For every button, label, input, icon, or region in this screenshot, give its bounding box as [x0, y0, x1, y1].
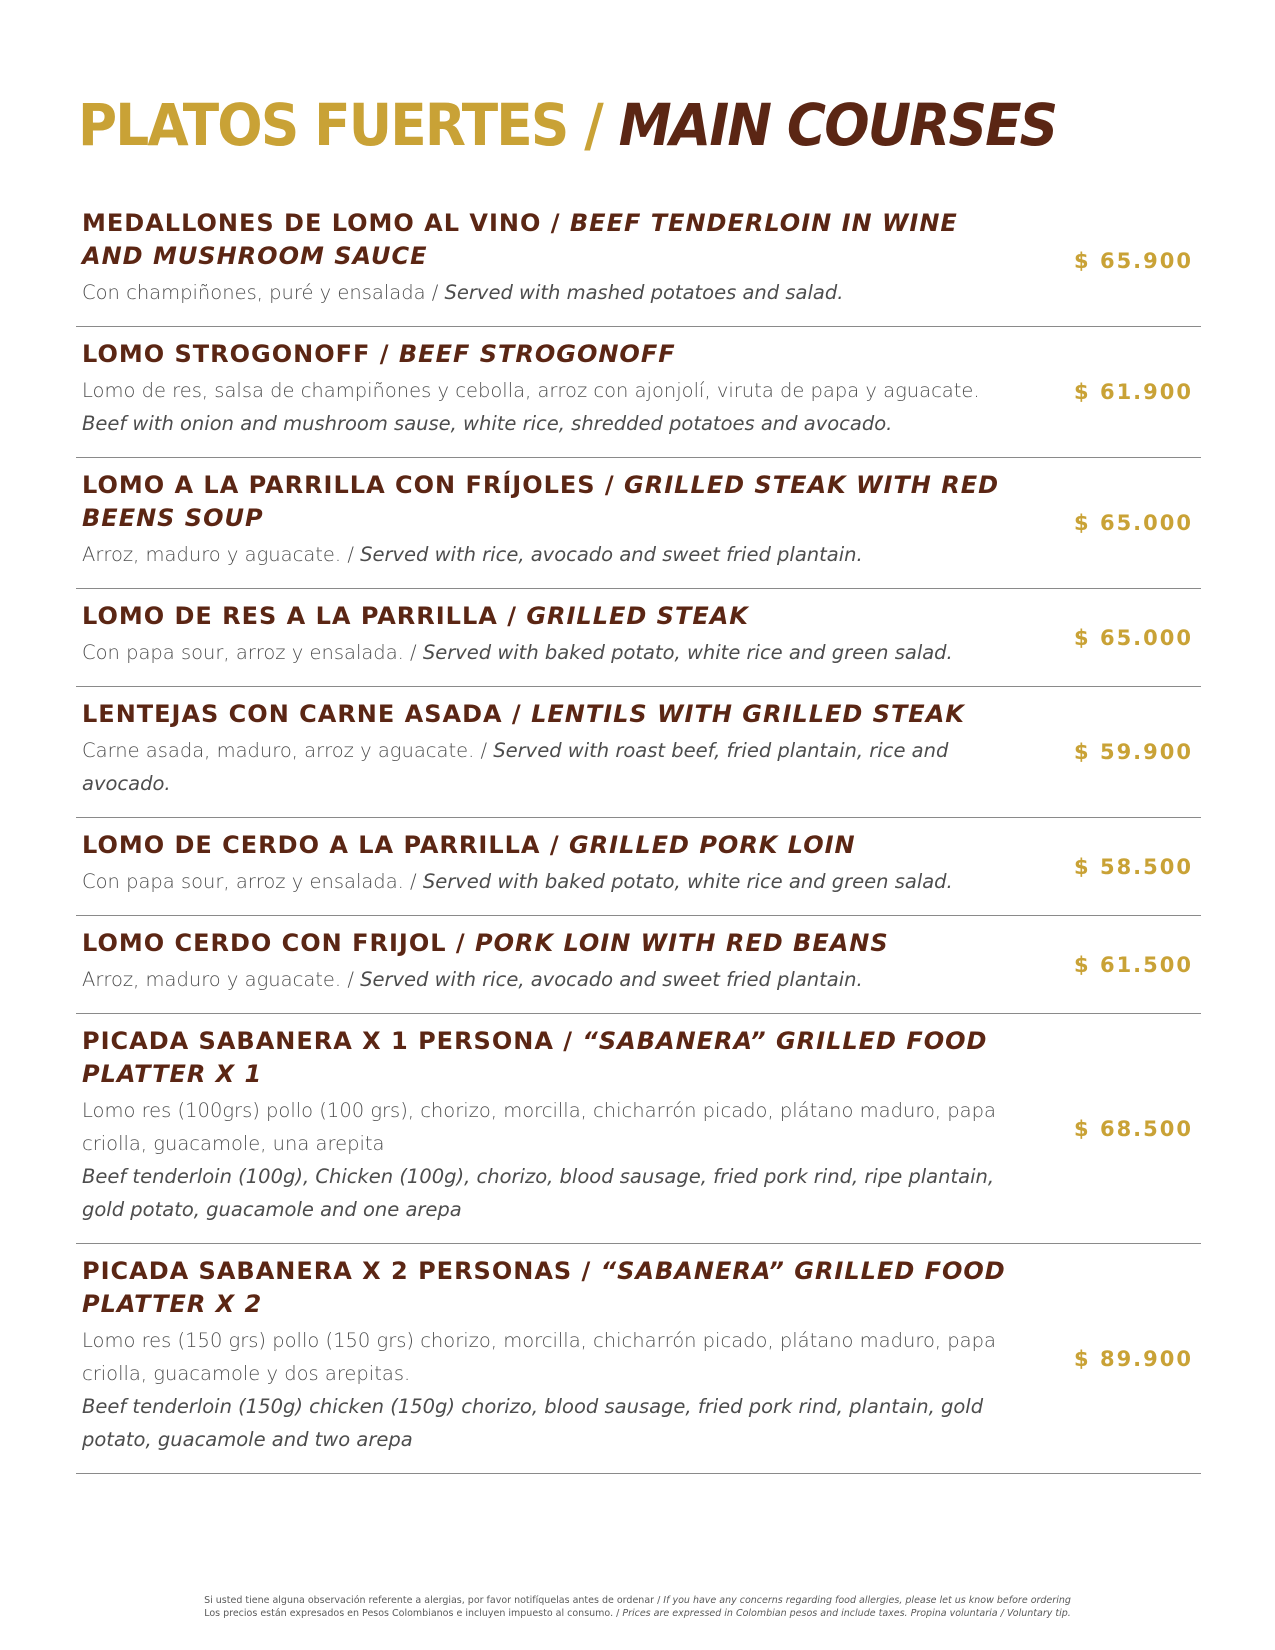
- item-price: $ 65.000: [1074, 625, 1193, 650]
- footer-allergy-note-spanish: Si usted tiene alguna observación referente a alergias, por favor notifíquelas antes de ordenar /: [204, 1595, 664, 1606]
- item-description-english: Served with baked potato, white rice and green salad.: [422, 641, 953, 664]
- item-description: [82, 276, 1011, 309]
- item-name-english: GRILLED STEAK: [526, 602, 749, 630]
- menu-item: [76, 1014, 1201, 1244]
- footer-allergy-note-english: If you have any concerns regarding food allergies, please let us know before ordering: [663, 1595, 1071, 1606]
- item-description-spanish: Arroz, maduro y aguacate. /: [82, 543, 361, 566]
- item-description-spanish: Con papa sour, arroz y ensalada. /: [82, 641, 423, 664]
- item-description-english: Served with rice, avocado and sweet fried plantain.: [360, 968, 863, 991]
- page-title: [78, 91, 1057, 159]
- menu-item: [76, 916, 1201, 1014]
- page-title-spanish: PLATOS FUERTES: [78, 91, 568, 159]
- item-description-spanish: Lomo de res, salsa de champiñones y cebolla, arroz con ajonjolí, viruta de papa y aguacate.: [82, 379, 980, 402]
- item-price: $ 65.900: [1074, 249, 1193, 273]
- page-title-separator: /: [567, 91, 619, 159]
- menu-item: [76, 1244, 1201, 1474]
- item-name-english: “SABANERA” GRILLED FOOD PLATTER X 2: [82, 1257, 1006, 1318]
- item-description-spanish: Con papa sour, arroz y ensalada. /: [82, 870, 423, 893]
- item-name-english: PORK LOIN WITH RED BEANS: [475, 929, 889, 957]
- menu-list: [76, 196, 1201, 1474]
- item-name-english: BEEF TENDERLOIN IN WINE AND MUSHROOM SAUCE: [82, 209, 958, 270]
- item-name-spanish: LOMO CERDO CON FRIJOL /: [82, 929, 476, 957]
- item-description-english: Beef with onion and mushroom sause, white rice, shredded potatoes and avocado.: [82, 412, 893, 435]
- item-description-english: Served with mashed potatoes and salad.: [444, 281, 844, 304]
- menu-item-title: [82, 469, 1011, 535]
- item-description-english: Served with rice, avocado and sweet fried plantain.: [360, 543, 863, 566]
- item-description: [82, 865, 1011, 898]
- menu-item: [76, 327, 1201, 458]
- item-name-english: BEEF STROGONOFF: [398, 340, 676, 368]
- item-price: $ 89.900: [1074, 1346, 1193, 1371]
- menu-item: [76, 458, 1201, 589]
- footer-allergy-note: [0, 1594, 1275, 1607]
- item-name-english: GRILLED STEAK WITH RED BEENS SOUP: [82, 471, 1000, 532]
- menu-item-title: [82, 338, 1011, 371]
- item-name-spanish: LOMO DE RES A LA PARRILLA /: [82, 602, 527, 630]
- item-price: $ 68.500: [1074, 1116, 1193, 1141]
- menu-item-title: [82, 927, 1011, 960]
- item-description: [82, 538, 1011, 571]
- item-description-english: Beef tenderloin (150g) chicken (150g) chorizo, blood sausage, fried pork rind, plantain, gold potato, guacamole and two arepa: [82, 1395, 984, 1451]
- item-name-english: GRILLED PORK LOIN: [568, 831, 856, 859]
- menu-item-title: [82, 1255, 1011, 1321]
- item-description-english: Served with roast beef, fried plantain, rice and avocado.: [82, 739, 949, 795]
- item-name-spanish: LOMO STROGONOFF /: [82, 340, 399, 368]
- footer-price-note: [0, 1607, 1275, 1620]
- menu-item-title: [82, 600, 1011, 633]
- footer-price-note-spanish: Los precios están expresados en Pesos Colombianos e incluyen impuesto al consumo. /: [204, 1608, 623, 1619]
- menu-item-title: [82, 829, 1011, 862]
- item-price: $ 61.500: [1074, 952, 1193, 977]
- item-name-spanish: MEDALLONES DE LOMO AL VINO /: [82, 209, 570, 237]
- item-description-english: Served with baked potato, white rice and green salad.: [422, 870, 953, 893]
- footer-price-note-english: Prices are expressed in Colombian pesos and include taxes. Propina voluntaria / Voluntary tip.: [622, 1608, 1071, 1619]
- item-description-spanish: Lomo res (100grs) pollo (100 grs), chorizo, morcilla, chicharrón picado, plátano maduro, papa criolla, guacamole, una arepita: [82, 1099, 996, 1155]
- item-price: $ 61.900: [1074, 380, 1193, 404]
- item-description-spanish: Con champiñones, puré y ensalada /: [82, 281, 445, 304]
- item-price: $ 58.500: [1074, 854, 1193, 879]
- item-description-english: Beef tenderloin (100g), Chicken (100g), chorizo, blood sausage, fried pork rind, ripe plantain, gold potato, guacamole and one arepa: [82, 1165, 995, 1221]
- menu-item-title: [82, 698, 1011, 731]
- item-name-english: “SABANERA” GRILLED FOOD PLATTER X 1: [82, 1027, 988, 1088]
- item-name-spanish: LOMO A LA PARRILLA CON FRÍJOLES /: [82, 471, 625, 499]
- menu-item-title: [82, 1025, 1011, 1091]
- item-description-spanish: Lomo res (150 grs) pollo (150 grs) chorizo, morcilla, chicharrón picado, plátano maduro, papa criolla, guacamole y dos arepitas.: [82, 1329, 996, 1385]
- item-description-spanish: Carne asada, maduro, arroz y aguacate. /: [82, 739, 494, 762]
- item-description: [82, 734, 1011, 800]
- footer-notes: [0, 1594, 1275, 1620]
- menu-item: [76, 687, 1201, 818]
- item-price: $ 65.000: [1074, 511, 1193, 535]
- menu-item-title: [82, 207, 1011, 273]
- item-name-spanish: PICADA SABANERA X 2 PERSONAS /: [82, 1257, 601, 1285]
- menu-item: [76, 196, 1201, 327]
- menu-item: [76, 589, 1201, 687]
- item-price: $ 59.900: [1074, 740, 1193, 764]
- item-description: [82, 963, 1011, 996]
- item-name-spanish: PICADA SABANERA X 1 PERSONA /: [82, 1027, 583, 1055]
- page-title-english: MAIN COURSES: [618, 91, 1057, 159]
- item-name-spanish: LOMO DE CERDO A LA PARRILLA /: [82, 831, 569, 859]
- item-description: [82, 636, 1011, 669]
- item-name-spanish: LENTEJAS CON CARNE ASADA /: [82, 700, 532, 728]
- item-description-spanish: Arroz, maduro y aguacate. /: [82, 968, 361, 991]
- menu-item: [76, 818, 1201, 916]
- item-name-english: LENTILS WITH GRILLED STEAK: [531, 700, 965, 728]
